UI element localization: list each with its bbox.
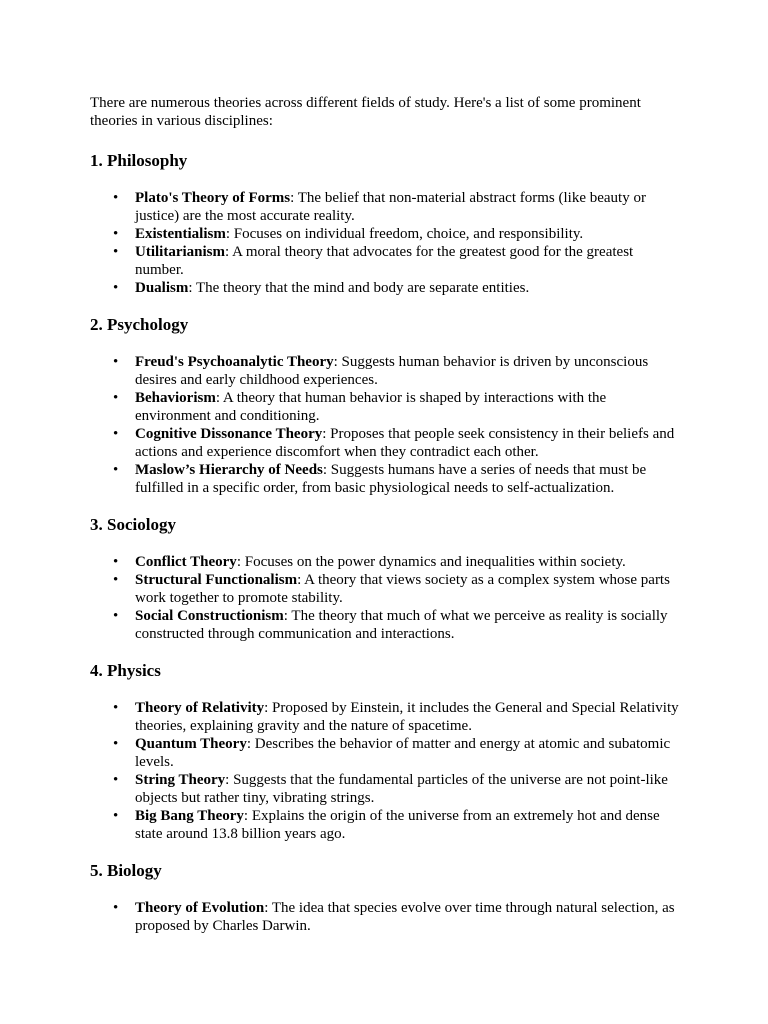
section-heading-sociology: 3. Sociology <box>90 515 176 534</box>
item-desc: : Describes the behavior of matter and energy at atomic and subatomic levels. <box>135 736 671 770</box>
item-desc: : The theory that much of what we perceive as reality is socially constructed through communication and interactions. <box>135 608 668 642</box>
list-item <box>90 353 682 389</box>
bullet-icon: • <box>113 462 119 478</box>
bullet-icon: • <box>113 808 119 824</box>
item-term: Social Constructionism <box>135 608 284 624</box>
item-desc: : Focuses on the power dynamics and inequalities within society. <box>236 554 626 570</box>
bullet-icon: • <box>113 390 119 406</box>
philosophy-list <box>90 189 682 297</box>
item-desc: : Suggests humans have a series of needs that must be fulfilled in a specific order, from basic physiological needs to self-actualization. <box>135 462 647 496</box>
list-item <box>90 699 682 735</box>
item-term: Theory of Relativity <box>135 700 265 716</box>
section-heading-psychology: 2. Psychology <box>90 315 189 334</box>
sociology-list <box>90 553 682 643</box>
list-item <box>90 807 682 843</box>
list-item <box>90 735 682 771</box>
item-term: Dualism <box>135 280 189 296</box>
bullet-icon: • <box>113 608 119 624</box>
item-term: Existentialism <box>135 226 226 242</box>
list-item <box>90 389 682 425</box>
item-term: Structural Functionalism <box>135 572 298 588</box>
item-term: Utilitarianism <box>135 244 225 260</box>
list-item <box>90 279 682 297</box>
item-term: String Theory <box>135 772 226 788</box>
item-term: Plato's Theory of Forms <box>135 190 291 206</box>
intro-paragraph: There are numerous theories across different fields of study. Here's a list of some prominent theories in various disciplines: <box>90 95 641 129</box>
item-term: Maslow’s Hierarchy of Needs <box>135 462 323 478</box>
psychology-list <box>90 353 682 497</box>
bullet-icon: • <box>113 736 119 752</box>
list-item <box>90 425 682 461</box>
bullet-icon: • <box>113 772 119 788</box>
bullet-icon: • <box>113 554 119 570</box>
item-desc: : Proposed by Einstein, it includes the General and Special Relativity theories, explaining gravity and the nature of spacetime. <box>135 700 679 734</box>
item-term: Quantum Theory <box>135 736 247 752</box>
list-item <box>90 461 682 497</box>
bullet-icon: • <box>113 426 119 442</box>
item-term: Cognitive Dissonance Theory <box>135 426 323 442</box>
bullet-icon: • <box>113 280 119 296</box>
item-term: Theory of Evolution <box>135 900 265 916</box>
bullet-icon: • <box>113 354 119 370</box>
item-desc: : Explains the origin of the universe from an extremely hot and dense state around 13.8 billion years ago. <box>135 808 660 842</box>
section-heading-biology: 5. Biology <box>90 861 162 880</box>
list-item <box>90 225 682 243</box>
bullet-icon: • <box>113 190 119 206</box>
list-item <box>90 189 682 225</box>
item-desc: : The belief that non-material abstract forms (like beauty or justice) are the most accurate reality. <box>135 190 646 224</box>
bullet-icon: • <box>113 226 119 242</box>
bullet-icon: • <box>113 572 119 588</box>
section-heading-physics: 4. Physics <box>90 661 161 680</box>
list-item <box>90 243 682 279</box>
item-desc: : A moral theory that advocates for the greatest good for the greatest number. <box>135 244 634 278</box>
biology-list <box>90 899 682 935</box>
list-item <box>90 607 682 643</box>
item-term: Conflict Theory <box>135 554 237 570</box>
list-item <box>90 899 682 935</box>
item-term: Big Bang Theory <box>135 808 244 824</box>
list-item <box>90 771 682 807</box>
section-heading-philosophy: 1. Philosophy <box>90 151 188 170</box>
bullet-icon: • <box>113 900 119 916</box>
item-term: Freud's Psychoanalytic Theory <box>135 354 334 370</box>
item-desc: : The theory that the mind and body are separate entities. <box>188 280 530 296</box>
item-desc: : A theory that views society as a complex system whose parts work together to promote stability. <box>135 572 670 606</box>
list-item <box>90 571 682 607</box>
list-item <box>90 553 682 571</box>
item-desc: : Focuses on individual freedom, choice, and responsibility. <box>225 226 584 242</box>
document-body <box>90 94 682 935</box>
item-term: Behaviorism <box>135 390 216 406</box>
bullet-icon: • <box>113 244 119 260</box>
item-desc: : Suggests human behavior is driven by unconscious desires and early childhood experiences. <box>135 354 649 388</box>
item-desc: : The idea that species evolve over time through natural selection, as proposed by Charles Darwin. <box>135 900 675 934</box>
bullet-icon: • <box>113 700 119 716</box>
physics-list <box>90 699 682 843</box>
item-desc: : Proposes that people seek consistency in their beliefs and actions and experience discomfort when they contradict each other. <box>135 426 675 460</box>
item-desc: : A theory that human behavior is shaped by interactions with the environment and conditioning. <box>135 390 607 424</box>
item-desc: : Suggests that the fundamental particles of the universe are not point-like objects but rather tiny, vibrating strings. <box>135 772 668 806</box>
